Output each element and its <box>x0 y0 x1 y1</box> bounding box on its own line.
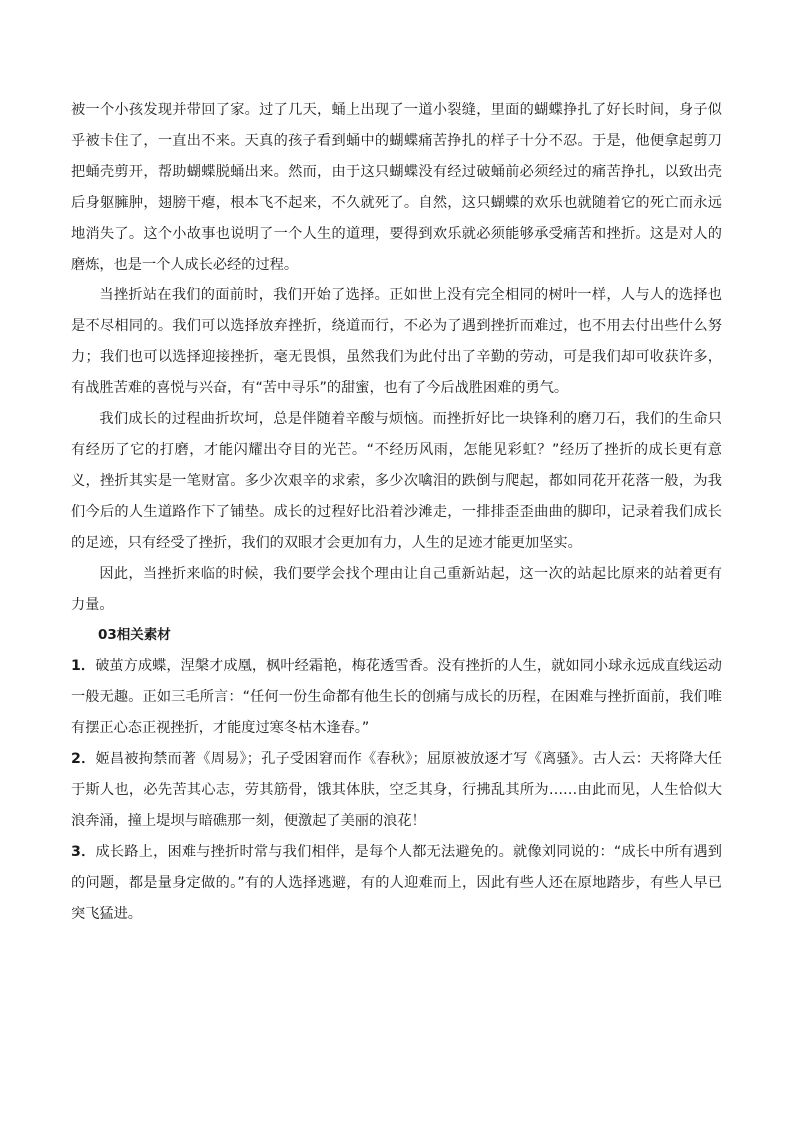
material-item-1 <box>71 651 722 744</box>
paragraph-choice: 当挫折站在我们的面前时，我们开始了选择。正如世上没有完全相同的树叶一样，人与人的选择也是不尽相同的。我们可以选择放弃挫折，绕道而行，不必为了遇到挫折而难过，也不用去付出些什么努力；我们也可以选择迎接挫折，毫无畏惧，虽然我们为此付出了辛勤的劳动，可是我们却可收获许多，有战胜苦难的喜悦与兴奋，有“苦中寻乐”的甜蜜，也有了今后战胜困难的勇气。 <box>71 287 722 397</box>
paragraph-growth: 我们成长的过程曲折坎坷，总是伴随着辛酸与烦恼。而挫折好比一块锋利的磨刀石，我们的生命只有经历了它的打磨，才能闪耀出夺目的光芒。“不经历风雨，怎能见彩虹？”经历了挫折的成长更有意义，挫折其实是一笔财富。多少次艰辛的求索，多少次噙泪的跌倒与爬起，都如同花开花落一般，为我们今后的人生道路作下了铺垫。成长的过程好比沿着沙滩走，一排排歪歪曲曲的脚印，记录着我们成长的足迹，只有经受了挫折，我们的双眼才会更加有力，人生的足迹才能更加坚实。 <box>71 411 722 551</box>
material-item-3 <box>71 837 722 930</box>
material-number: 1． <box>71 658 96 675</box>
material-text: 破茧方成蝶，涅槃才成凰，枫叶经霜艳，梅花透雪香。没有挫折的人生，就如同小球永远成直线运动一般无趣。正如三毛所言：“任何一份生命都有他生长的创痛与成长的历程，在困难与挫折面前，我们唯有摆正心态正视挫折，才能度过寒冬枯木逢春。” <box>71 658 722 737</box>
document-body <box>71 95 722 929</box>
material-number: 2． <box>71 751 96 768</box>
paragraph-conclusion: 因此，当挫折来临的时候，我们要学会找个理由让自己重新站起，这一次的站起比原来的站着更有力量。 <box>71 565 722 613</box>
material-text: 姬昌被拘禁而著《周易》；孔子受困窘而作《春秋》；屈原被放逐才写《离骚》。古人云：天将降大任于斯人也，必先苦其心志，劳其筋骨，饿其体肤，空乏其身，行拂乱其所为……由此而见，人生恰似大浪奔涌，撞上堤坝与暗礁那一刻，便激起了美丽的浪花！ <box>71 751 722 829</box>
material-item-2 <box>71 744 722 837</box>
section-heading: 03相关素材 <box>98 627 171 644</box>
material-number: 3． <box>71 843 96 860</box>
material-text: 成长路上，困难与挫折时常与我们相伴，是每个人都无法避免的。就像刘同说的：“成长中所有遇到的问题，都是量身定做的。”有的人选择逃避，有的人迎难而上，因此有些人还在原地踏步，有些人早已突飞猛进。 <box>71 843 722 922</box>
paragraph-butterfly-story: 被一个小孩发现并带回了家。过了几天，蛹上出现了一道小裂缝，里面的蝴蝶挣扎了好长时间，身子似乎被卡住了，一直出不来。天真的孩子看到蛹中的蝴蝶痛苦挣扎的样子十分不忍。于是，他便拿起剪刀把蛹壳剪开，帮助蝴蝶脱蛹出来。然而，由于这只蝴蝶没有经过破蛹前必须经过的痛苦挣扎，以致出壳后身躯臃肿，翅膀干瘪，根本飞不起来，不久就死了。自然，这只蝴蝶的欢乐也就随着它的死亡而永远地消失了。这个小故事也说明了一个人生的道理，要得到欢乐就必须能够承受痛苦和挫折。这是对人的磨炼，也是一个人成长必经的过程。 <box>71 102 722 273</box>
